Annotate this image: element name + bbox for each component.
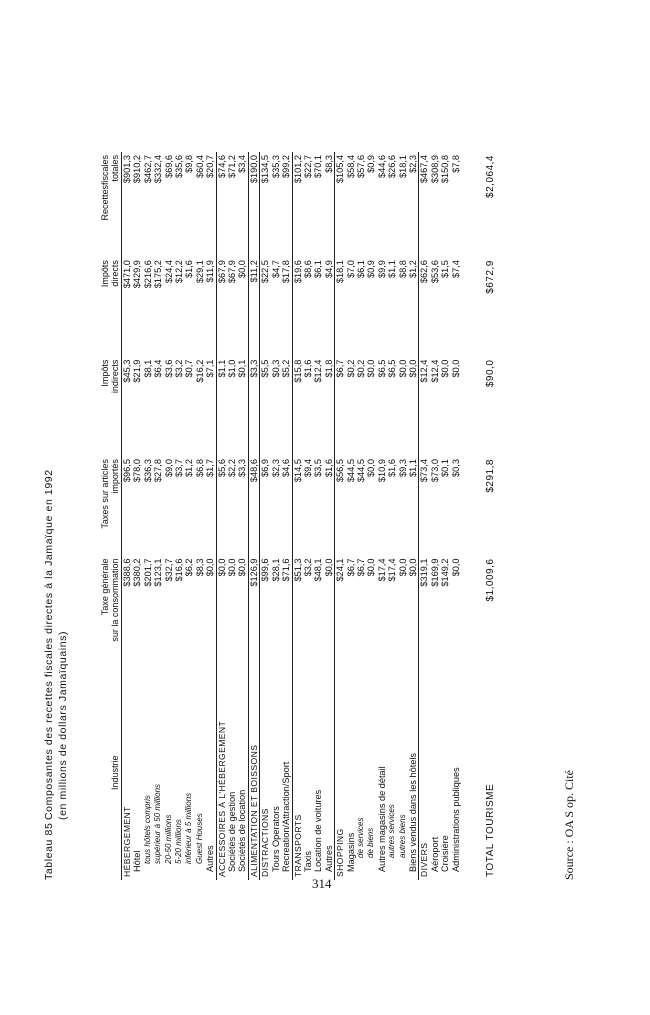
value-cell: $1,8 xyxy=(323,359,334,378)
value-cell: $11,9 xyxy=(205,260,216,283)
value-cell: $672,9 xyxy=(484,260,496,294)
value-cell: $5,5 xyxy=(260,357,271,456)
value-cell: $1,1 xyxy=(387,260,398,279)
value-cell: $18,1 xyxy=(335,257,346,356)
section-row xyxy=(216,152,227,880)
value-cell: $57,6 xyxy=(355,155,366,178)
value-cell: $149,2 xyxy=(440,558,451,587)
value-cell: $35,6 xyxy=(174,155,185,178)
value-cell: $44,5 xyxy=(345,459,356,483)
value-cell: $27,8 xyxy=(153,459,164,483)
title-line-1: Composantes des recettes fiscales directes à la Jamaïque en 1992 xyxy=(43,469,55,820)
value-cell: $1,6 xyxy=(184,260,195,279)
value-cell: $9,9 xyxy=(376,260,387,279)
value-cell: $3,2 xyxy=(302,558,313,577)
value-cell: $18,1 xyxy=(397,155,408,178)
section-row xyxy=(292,152,303,880)
row-label: Recreation/Attraction/Sport xyxy=(281,761,292,872)
row-label: Croisière xyxy=(440,835,451,872)
table-row xyxy=(195,152,205,880)
value-cell: $2,064,4 xyxy=(484,155,496,198)
value-cell: $6,7 xyxy=(345,558,356,577)
row-label: 20-50 millions xyxy=(163,814,173,864)
row-label: HÉBERGEMENT xyxy=(122,665,133,880)
value-cell: $44,5 xyxy=(355,459,366,483)
value-cell: $169,9 xyxy=(429,558,440,587)
value-cell: $99,2 xyxy=(281,155,292,178)
value-cell: $5,2 xyxy=(281,359,292,378)
table-row xyxy=(281,152,292,880)
value-cell: $6,5 xyxy=(376,359,387,378)
table-row xyxy=(205,152,216,880)
value-cell: $9,3 xyxy=(397,459,408,477)
value-cell: $216,6 xyxy=(142,260,153,289)
value-cell: $8,3 xyxy=(194,558,205,577)
value-cell: $0,0 xyxy=(323,558,334,577)
value-cell: $48,6 xyxy=(248,456,259,555)
value-cell: $1,7 xyxy=(205,459,216,477)
value-cell: $0,0 xyxy=(397,558,408,577)
row-label: Biens vendus dans les hôtels xyxy=(407,752,418,872)
row-label: Aéroport xyxy=(429,836,440,872)
value-cell: $19,6 xyxy=(292,257,303,356)
col-impots-directs xyxy=(100,257,122,356)
row-label: Autres xyxy=(323,845,334,872)
row-label: Autres xyxy=(205,845,216,872)
value-cell: $71,6 xyxy=(281,558,292,582)
header-row xyxy=(100,152,122,880)
col-impots-directs-l2: directs xyxy=(110,260,120,287)
value-cell: $3,4 xyxy=(237,155,248,173)
col-taxe-generale-l1: Taxe générale xyxy=(100,558,110,616)
value-cell: $6,8 xyxy=(194,459,205,477)
table-row xyxy=(153,152,163,880)
page-number: 314 xyxy=(312,876,332,891)
value-cell: $2,2 xyxy=(227,459,238,477)
value-cell: $0,0 xyxy=(407,558,418,577)
value-cell: $12,4 xyxy=(429,359,440,383)
value-cell: $910,2 xyxy=(132,155,143,184)
value-cell: $319,1 xyxy=(419,556,430,666)
value-cell: $21,9 xyxy=(132,359,143,383)
rotated-table-page xyxy=(42,140,602,880)
row-label: 5-20 millions xyxy=(174,819,184,864)
value-cell: $0,1 xyxy=(440,459,451,477)
col-impots-indirects xyxy=(100,357,122,456)
row-label: Sociétés de location xyxy=(237,789,248,872)
value-cell: $123,1 xyxy=(153,558,164,587)
row-label: Magasins xyxy=(345,832,356,872)
value-cell: $0,0 xyxy=(366,558,377,577)
value-cell: $12,2 xyxy=(174,260,185,284)
value-cell: $0,2 xyxy=(345,359,356,378)
value-cell: $2,3 xyxy=(407,155,418,173)
table-row xyxy=(237,152,248,880)
value-cell: $0,9 xyxy=(366,260,377,279)
row-label: Taxis xyxy=(302,851,313,872)
table-row xyxy=(356,152,366,880)
value-cell: $78,0 xyxy=(132,459,143,483)
value-cell: $6,1 xyxy=(355,260,366,279)
row-label: Sociétés de gestion xyxy=(227,791,238,872)
value-cell: $17,4 xyxy=(376,558,387,582)
table-row xyxy=(324,152,335,880)
section-row xyxy=(335,152,346,880)
value-cell: $0,0 xyxy=(450,558,461,577)
value-cell: $6,7 xyxy=(335,357,346,456)
value-cell: $3,7 xyxy=(174,459,185,477)
value-cell: $0,0 xyxy=(397,359,408,378)
value-cell: $0,0 xyxy=(366,359,377,378)
value-cell: $36,3 xyxy=(142,459,153,483)
row-label: Location de voitures xyxy=(313,789,324,872)
table-row xyxy=(366,152,376,880)
value-cell: $73,0 xyxy=(429,459,440,483)
col-impots-directs-l1: Impôts xyxy=(100,260,110,288)
value-cell: $99,6 xyxy=(260,556,271,666)
value-cell: $101,2 xyxy=(292,152,303,257)
table-row xyxy=(174,152,184,880)
value-cell: $9,0 xyxy=(163,459,174,477)
value-cell: $467,4 xyxy=(419,152,430,257)
value-cell: $7,4 xyxy=(450,260,461,279)
row-label: Guest Houses xyxy=(194,813,204,864)
value-cell: $150,8 xyxy=(440,155,451,184)
value-cell: $1,1 xyxy=(216,357,227,456)
table-row xyxy=(184,152,194,880)
value-cell: $462,7 xyxy=(142,155,153,184)
table-row xyxy=(377,152,387,880)
value-cell: $6,9 xyxy=(260,456,271,555)
row-label: tous hôtels compris xyxy=(142,795,152,864)
value-cell: $90,0 xyxy=(484,359,496,388)
value-cell: $35,3 xyxy=(270,155,281,178)
value-cell: $0,0 xyxy=(407,359,418,378)
table-row xyxy=(451,152,461,880)
value-cell: $2,3 xyxy=(270,459,281,477)
table-label: Tableau 85 xyxy=(43,822,55,880)
tax-revenue-table xyxy=(100,152,503,880)
value-cell: $9,4 xyxy=(302,459,313,477)
value-cell: $3,5 xyxy=(313,459,324,477)
value-cell: $32,7 xyxy=(163,558,174,582)
value-cell: $201,7 xyxy=(142,558,153,587)
value-cell: $16,6 xyxy=(174,558,185,582)
value-cell: $388,6 xyxy=(122,556,133,666)
value-cell: $6,5 xyxy=(387,359,398,378)
value-cell: $471,0 xyxy=(122,257,133,356)
col-taxe-generale xyxy=(100,556,122,666)
table-row xyxy=(313,152,323,880)
row-label: de services xyxy=(355,817,365,858)
value-cell: $69,6 xyxy=(163,155,174,178)
row-label: de biens xyxy=(366,827,376,858)
value-cell: $1,1 xyxy=(407,459,418,477)
value-cell: $0,0 xyxy=(237,558,248,577)
value-cell: $10,9 xyxy=(376,459,387,483)
value-cell: $24,1 xyxy=(335,556,346,666)
value-cell: $7,0 xyxy=(345,260,356,279)
value-cell: $4,6 xyxy=(281,459,292,477)
value-cell: $56,5 xyxy=(335,456,346,555)
value-cell: $73,4 xyxy=(419,456,430,555)
value-cell: $190,0 xyxy=(248,152,259,257)
col-taxes-articles xyxy=(100,456,122,555)
value-cell: $3,6 xyxy=(163,359,174,378)
title-line-2: (en millions de dollars Jamaïquains) xyxy=(57,630,69,820)
row-label: Tours Operators xyxy=(270,806,281,872)
value-cell: $24,4 xyxy=(163,260,174,284)
value-cell: $1,6 xyxy=(323,459,334,477)
row-label: DIVERS xyxy=(419,665,430,880)
table-row xyxy=(271,152,281,880)
table-row xyxy=(430,152,440,880)
value-cell: $429,9 xyxy=(132,260,143,289)
value-cell: $9,8 xyxy=(184,155,195,173)
value-cell: $8,3 xyxy=(323,155,334,173)
value-cell: $332,4 xyxy=(153,155,164,184)
value-cell: $17,8 xyxy=(281,260,292,284)
section-row xyxy=(419,152,430,880)
value-cell: $8,6 xyxy=(302,260,313,279)
value-cell: $6,1 xyxy=(313,260,324,279)
value-cell: $0,0 xyxy=(440,359,451,378)
value-cell: $45,3 xyxy=(122,357,133,456)
value-cell: $126,9 xyxy=(248,556,259,666)
value-cell: $70,1 xyxy=(313,155,324,178)
value-cell: $8,1 xyxy=(142,359,153,378)
row-label: SHOPPING xyxy=(335,665,346,880)
value-cell: $11,2 xyxy=(248,257,259,356)
value-cell: $0,0 xyxy=(227,558,238,577)
value-cell: $8,8 xyxy=(397,260,408,279)
value-cell: $7,1 xyxy=(205,359,216,378)
value-cell: $51,3 xyxy=(292,556,303,666)
table-row xyxy=(132,152,142,880)
row-label: autres services xyxy=(387,804,397,858)
col-recettes-totales-l2: totales xyxy=(110,155,120,182)
section-row xyxy=(260,152,271,880)
total-row xyxy=(479,152,503,880)
value-cell: $3,2 xyxy=(174,359,185,378)
row-label: ACCESSOIRES À L'HÉBERGEMENT xyxy=(216,665,227,880)
value-cell: $58,4 xyxy=(345,155,356,178)
value-cell: $29,1 xyxy=(194,260,205,284)
row-label: Hôtel xyxy=(132,850,143,872)
value-cell: $53,6 xyxy=(429,260,440,284)
value-cell: $3,3 xyxy=(248,357,259,456)
section-row xyxy=(248,152,259,880)
value-cell: $0,1 xyxy=(237,359,248,378)
col-recettes-totales-l1: Recettesfiscales xyxy=(100,155,110,221)
spacer-row xyxy=(461,152,479,880)
section-row xyxy=(122,152,133,880)
value-cell: $1,6 xyxy=(302,359,313,378)
col-taxes-articles-l1: Taxes sur articles xyxy=(100,459,110,529)
value-cell: $0,3 xyxy=(270,359,281,378)
value-cell: $0,3 xyxy=(450,459,461,477)
value-cell: $12,4 xyxy=(419,357,430,456)
value-cell: $1,2 xyxy=(407,260,418,279)
value-cell: $22,5 xyxy=(260,257,271,356)
col-taxe-generale-l2: sur la consommation xyxy=(110,558,120,642)
value-cell: $6,4 xyxy=(153,359,164,378)
value-cell: $0,0 xyxy=(450,359,461,378)
value-cell: $0,0 xyxy=(205,558,216,577)
col-recettes-totales xyxy=(100,152,122,257)
value-cell: $0,2 xyxy=(355,359,366,378)
value-cell: $291,8 xyxy=(484,459,496,493)
value-cell: $60,4 xyxy=(194,155,205,178)
col-industrie: Industrie xyxy=(110,755,120,790)
col-impots-indirects-l1: Impôts xyxy=(100,359,110,387)
value-cell: $96,5 xyxy=(122,456,133,555)
value-cell: $0,7 xyxy=(184,359,195,378)
value-cell: $15,8 xyxy=(292,357,303,456)
value-cell: $3,3 xyxy=(237,459,248,477)
table-row xyxy=(164,152,174,880)
table-row xyxy=(346,152,356,880)
table-row xyxy=(398,152,408,880)
value-cell: $1,009,6 xyxy=(484,558,496,602)
value-cell: $67,9 xyxy=(216,257,227,356)
table-row xyxy=(408,152,419,880)
value-cell: $6,2 xyxy=(184,558,195,577)
value-cell: $26,6 xyxy=(387,155,398,178)
value-cell: $1,0 xyxy=(227,359,238,378)
table-body xyxy=(122,152,504,880)
row-label: supérieur à 50 millions xyxy=(153,783,163,864)
value-cell: $134,5 xyxy=(260,152,271,257)
row-label: autres biens xyxy=(397,814,407,858)
row-label: Autres magasins de détail xyxy=(376,766,387,872)
value-cell: $28,1 xyxy=(270,558,281,582)
value-cell: $0,0 xyxy=(366,459,377,477)
value-cell: $105,4 xyxy=(335,152,346,257)
value-cell: $7,8 xyxy=(450,155,461,173)
value-cell: $308,9 xyxy=(429,155,440,184)
value-cell: $16,2 xyxy=(194,359,205,383)
value-cell: $48,1 xyxy=(313,558,324,582)
value-cell: $380,2 xyxy=(132,558,143,587)
table-row xyxy=(387,152,397,880)
row-label: inférieur à 5 millions xyxy=(184,792,194,864)
row-label: TOTAL TOURISME xyxy=(484,783,496,877)
value-cell: $175,2 xyxy=(153,260,164,289)
col-taxes-articles-l2: importés xyxy=(110,459,120,494)
value-cell: $901,3 xyxy=(122,152,133,257)
value-cell: $1,2 xyxy=(184,459,195,477)
row-label: TRANSPORTS xyxy=(292,665,303,880)
value-cell: $0,0 xyxy=(216,556,227,666)
value-cell: $1,5 xyxy=(440,260,451,279)
table-row xyxy=(143,152,153,880)
value-cell: $67,9 xyxy=(227,260,238,284)
value-cell: $12,4 xyxy=(313,359,324,383)
row-label: Administrations publiques xyxy=(450,767,461,872)
col-impots-indirects-l2: indirects xyxy=(110,359,120,394)
value-cell: $14,5 xyxy=(292,456,303,555)
value-cell: $0,0 xyxy=(237,260,248,279)
value-cell: $1,6 xyxy=(387,459,398,477)
value-cell: $44,6 xyxy=(376,155,387,178)
value-cell: $5,6 xyxy=(216,456,227,555)
value-cell: $71,2 xyxy=(227,155,238,178)
source-note: Source : OA S op. Cité xyxy=(562,770,576,880)
table-row xyxy=(227,152,237,880)
row-label: ALIMENTATION ET BOISSONS xyxy=(248,665,259,880)
row-label: DISTRACTIONS xyxy=(260,665,271,880)
table-row xyxy=(440,152,450,880)
table-title xyxy=(42,469,70,880)
value-cell: $0,9 xyxy=(366,155,377,173)
value-cell: $62,6 xyxy=(419,257,430,356)
table-row xyxy=(303,152,313,880)
value-cell: $4,7 xyxy=(270,260,281,279)
value-cell: $4,9 xyxy=(323,260,334,279)
value-cell: $6,7 xyxy=(355,558,366,577)
value-cell: $17,4 xyxy=(387,558,398,582)
value-cell: $22,7 xyxy=(302,155,313,178)
value-cell: $20,7 xyxy=(205,155,216,178)
value-cell: $74,6 xyxy=(216,152,227,257)
